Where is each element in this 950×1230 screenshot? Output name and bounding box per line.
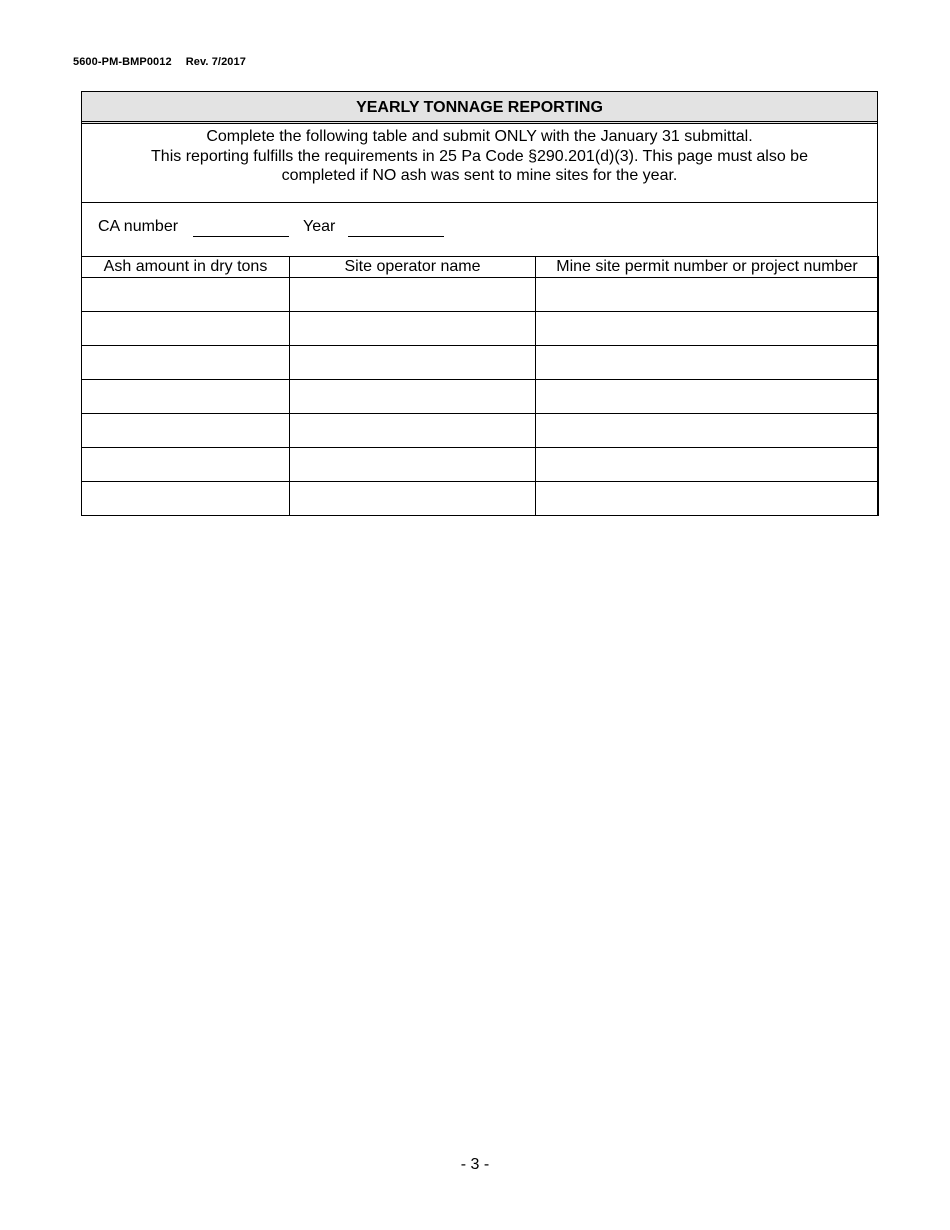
table-row <box>82 482 879 516</box>
instruction-line: completed if NO ash was sent to mine sites for the year. <box>281 167 678 184</box>
table-row <box>82 414 879 448</box>
ca-number-field[interactable] <box>193 236 289 237</box>
ash-amount-cell[interactable] <box>82 278 290 312</box>
yearly-tonnage-form <box>81 91 878 516</box>
permit-number-cell[interactable] <box>536 346 879 380</box>
instructions <box>82 125 877 203</box>
ash-amount-cell[interactable] <box>82 448 290 482</box>
permit-number-cell[interactable] <box>536 278 879 312</box>
site-operator-cell[interactable] <box>290 414 536 448</box>
revision-date: Rev. 7/2017 <box>185 56 246 68</box>
site-operator-cell[interactable] <box>290 482 536 516</box>
permit-number-cell[interactable] <box>536 414 879 448</box>
site-operator-cell[interactable] <box>290 312 536 346</box>
ash-amount-cell[interactable] <box>82 312 290 346</box>
tonnage-table <box>81 256 879 516</box>
year-field[interactable] <box>348 236 444 237</box>
table-row <box>82 278 879 312</box>
table-row <box>82 448 879 482</box>
permit-number-cell[interactable] <box>536 482 879 516</box>
form-code-header <box>73 56 246 68</box>
form-title: YEARLY TONNAGE REPORTING <box>82 92 877 124</box>
site-operator-cell[interactable] <box>290 346 536 380</box>
site-operator-cell[interactable] <box>290 380 536 414</box>
ash-amount-cell[interactable] <box>82 380 290 414</box>
instruction-line: This reporting fulfills the requirements in 25 Pa Code §290.201(d)(3). This page must also be <box>151 147 808 165</box>
table-header-row <box>82 257 879 278</box>
permit-number-cell[interactable] <box>536 312 879 346</box>
table-row <box>82 346 879 380</box>
ca-number-label: CA number <box>98 218 179 235</box>
year-label: Year <box>303 218 336 235</box>
table-row <box>82 312 879 346</box>
column-header-ash-amount: Ash amount in dry tons <box>82 257 290 278</box>
table-row <box>82 380 879 414</box>
ash-amount-cell[interactable] <box>82 346 290 380</box>
site-operator-cell[interactable] <box>290 448 536 482</box>
column-header-permit-number: Mine site permit number or project number <box>536 257 879 278</box>
form-code: 5600-PM-BMP0012 <box>73 56 172 68</box>
site-operator-cell[interactable] <box>290 278 536 312</box>
permit-number-cell[interactable] <box>536 380 879 414</box>
ash-amount-cell[interactable] <box>82 482 290 516</box>
column-header-site-operator: Site operator name <box>290 257 536 278</box>
ash-amount-cell[interactable] <box>82 414 290 448</box>
permit-number-cell[interactable] <box>536 448 879 482</box>
page-number: - 3 - <box>460 1156 490 1173</box>
identification-fields <box>82 204 877 256</box>
instruction-line: Complete the following table and submit ONLY with the January 31 submittal. <box>206 128 753 145</box>
